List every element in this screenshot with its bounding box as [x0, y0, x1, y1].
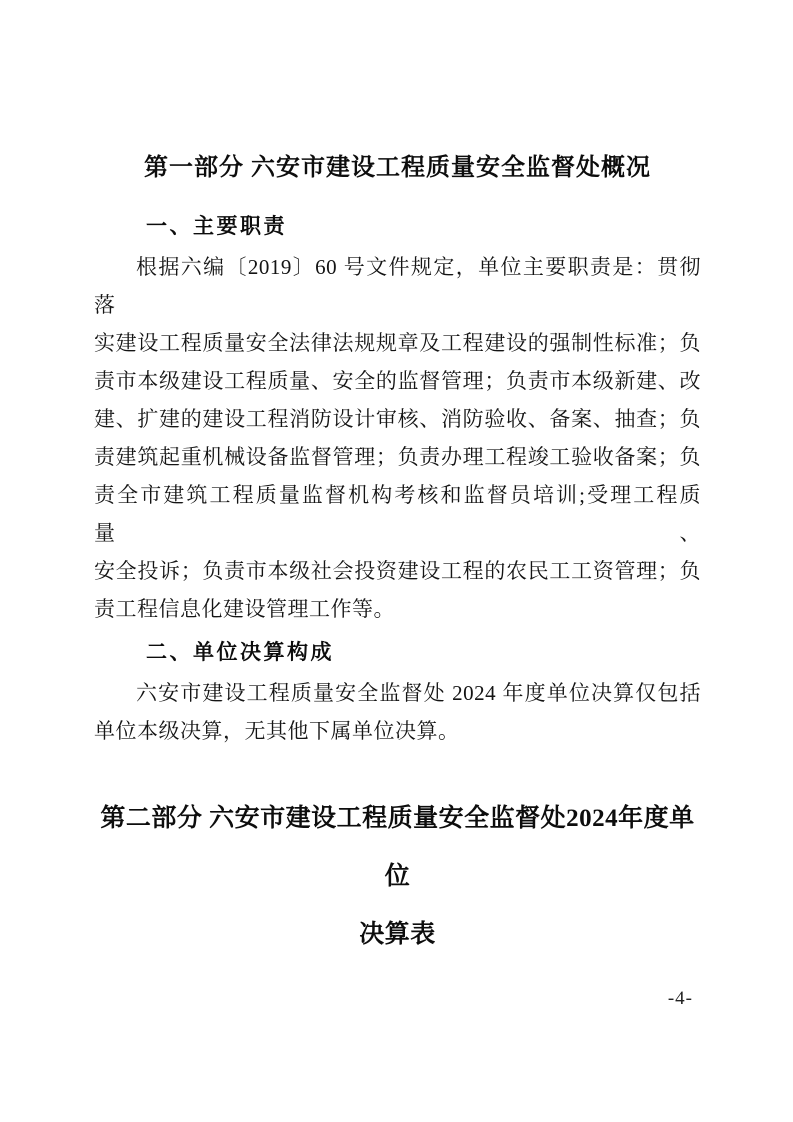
- paragraph-line: 六安市建设工程质量安全监督处 2024 年度单位决算仅包括: [136, 681, 701, 705]
- section2-heading: 二、单位决算构成: [146, 641, 334, 664]
- paragraph-line: 实建设工程质量安全法律法规规章及工程建设的强制性标准；负: [94, 331, 701, 355]
- document-content: [94, 0, 701, 964]
- section1-paragraph: [94, 248, 701, 628]
- part2-title: [94, 790, 701, 964]
- part2-title-line1: 第二部分 六安市建设工程质量安全监督处2024年度单位: [100, 805, 695, 890]
- part2-title-line2: 决算表: [359, 921, 436, 948]
- paragraph-line: 根据六编〔2019〕60 号文件规定，单位主要职责是：贯彻落: [94, 255, 701, 317]
- paragraph-line: 责工程信息化建设管理工作等。: [94, 597, 395, 621]
- paragraph-line: 责市本级建设工程质量、安全的监督管理；负责市本级新建、改: [94, 369, 701, 393]
- paragraph-line: 责建筑起重机械设备监督管理；负责办理工程竣工验收备案；负: [94, 445, 701, 469]
- paragraph-line: 建、扩建的建设工程消防设计审核、消防验收、备案、抽查；负: [94, 407, 701, 431]
- paragraph-line: 单位本级决算，无其他下属单位决算。: [94, 719, 460, 743]
- paragraph-line: 安全投诉；负责市本级社会投资建设工程的农民工工资管理；负: [94, 559, 701, 583]
- paragraph-line: 责全市建筑工程质量监督机构考核和监督员培训;受理工程质量、: [94, 483, 701, 545]
- section2-paragraph: [94, 674, 701, 750]
- part1-title: 第一部分 六安市建设工程质量安全监督处概况: [144, 155, 651, 181]
- page-number: -4-: [667, 988, 693, 1009]
- section1-heading: 一、主要职责: [146, 215, 287, 238]
